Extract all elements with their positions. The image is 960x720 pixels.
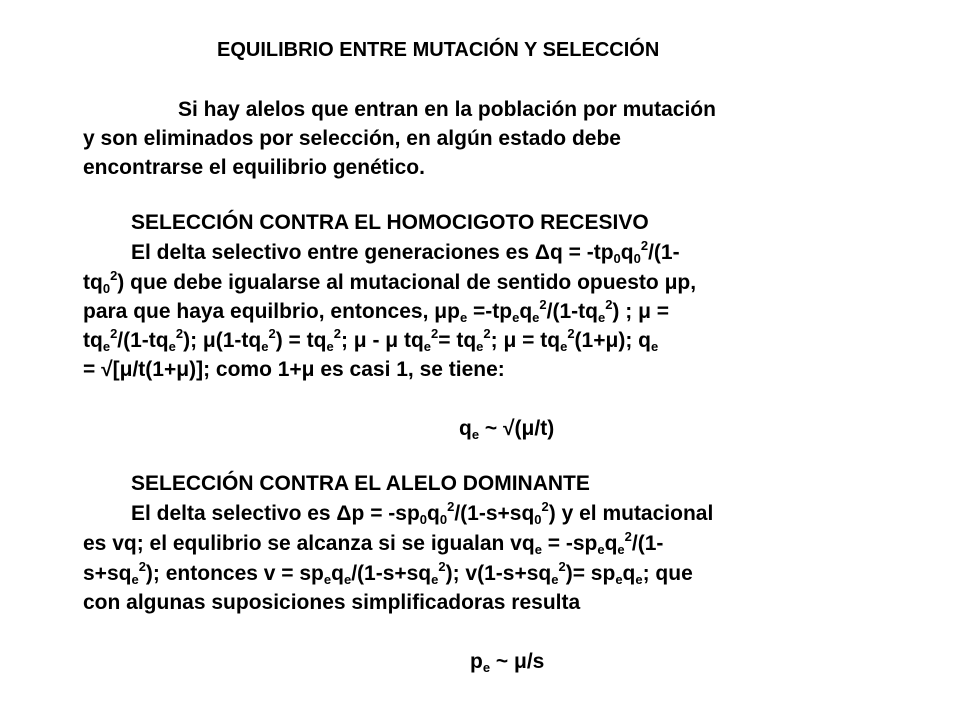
- dominant-result: $p_e$ ~ μ/s: [470, 650, 545, 675]
- dominant-line-4: con algunas suposiciones simplificadoras resulta: [83, 591, 581, 614]
- recessive-result: $q_e$ ~ √(μ/t): [459, 417, 555, 442]
- intro-line-3: encontrarse el equilibrio genético.: [83, 156, 425, 179]
- recessive-line-1: El delta selectivo entre generaciones es $\Delta q = -tp_0q_0^2/(1-$: [131, 238, 680, 266]
- recessive-line-4: $tq_e^2/(1-tq_e^2)$; $\mu(1-tq_e^2) = tq_e^2$; μ - μ $tq_e^2= tq_e^2$; $\mu = tq_e^2(1+\mu)$; $q_e$: [83, 326, 659, 354]
- dominant-line-2: es vq; el equlibrio se alcanza si se igualan $vq_e = -sp_eq_e^2/(1-$: [83, 529, 664, 557]
- dominant-heading: SELECCIÓN CONTRA EL ALELO DOMINANTE: [131, 472, 590, 495]
- intro-line-2: y son eliminados por selección, en algún estado debe: [83, 127, 621, 150]
- recessive-heading: SELECCIÓN CONTRA EL HOMOCIGOTO RECESIVO: [131, 211, 649, 234]
- dominant-line-1: El delta selectivo es $\Delta p = -sp_0q_0^2/(1-s+sq_0^2)$ y el mutacional: [131, 499, 714, 527]
- slide-title: EQUILIBRIO ENTRE MUTACIÓN Y SELECCIÓN: [217, 39, 660, 61]
- dominant-line-3: $s+sq_e^2$); entonces $v = sp_eq_e/(1-s+sq_e^2)$; $v(1-s+sq_e^2)= sp_eq_e$; que: [83, 559, 693, 587]
- recessive-line-5: = √[μ/t(1+μ)]; como 1+μ es casi 1, se tiene:: [83, 358, 505, 381]
- intro-line-1: Si hay alelos que entran en la población por mutación: [178, 98, 716, 121]
- recessive-line-3: para que haya equilbrio, entonces, $\mu p_e =-tp_eq_e^2/(1-tq_e^2)$ ; μ =: [83, 297, 670, 325]
- recessive-line-2: $tq_0^2$) que debe igualarse al mutacional de sentido opuesto μp,: [83, 268, 697, 296]
